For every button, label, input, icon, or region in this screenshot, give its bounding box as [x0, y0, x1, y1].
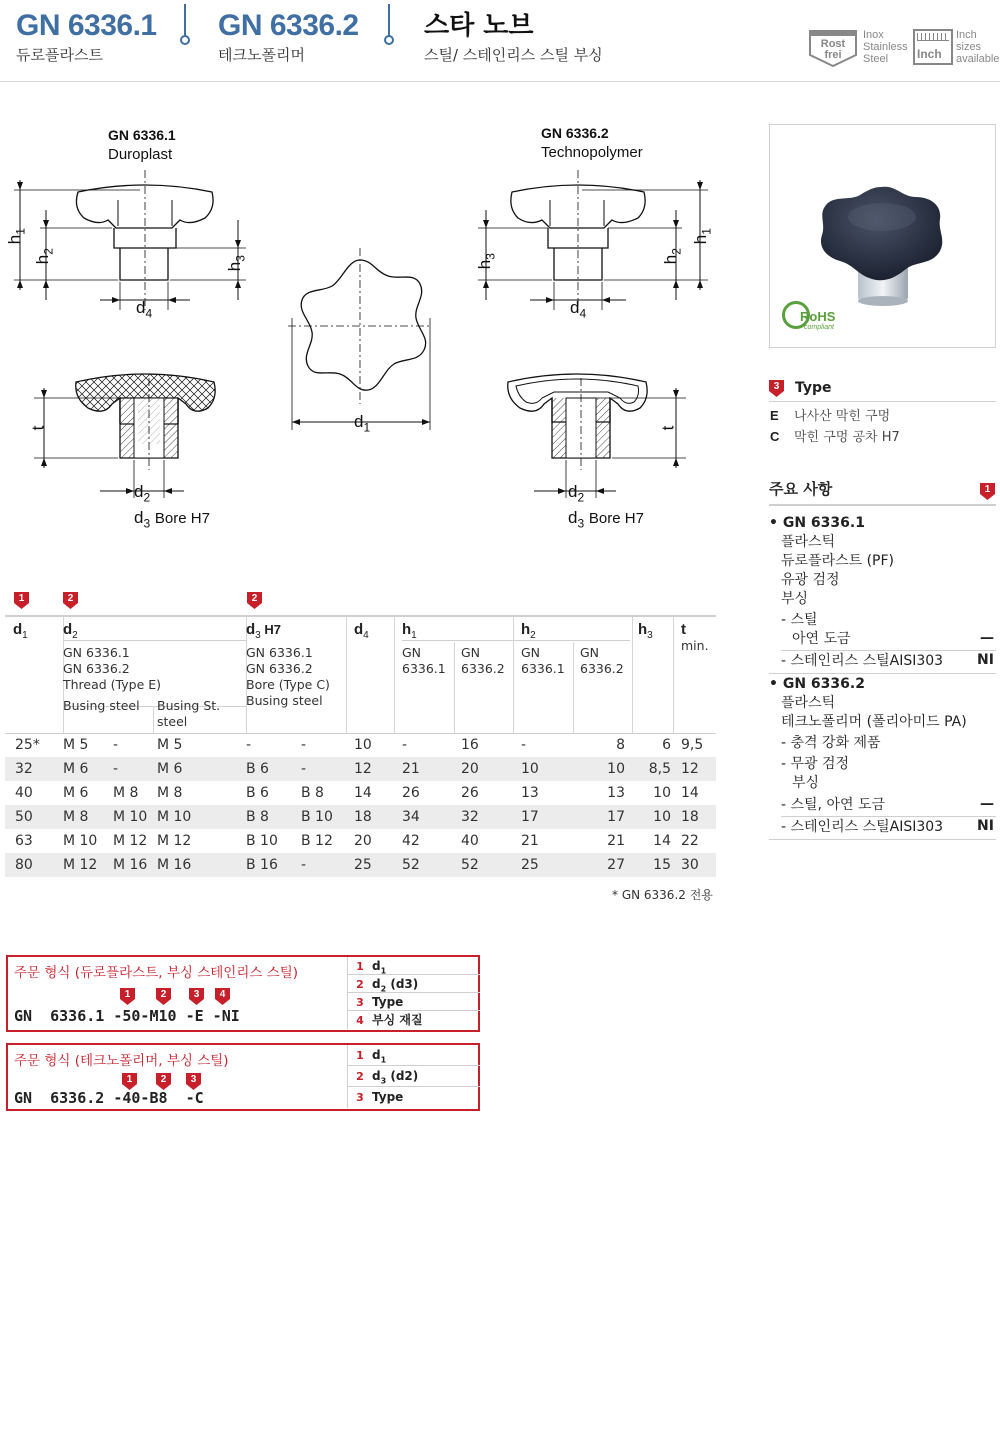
table-cell: 18 [354, 809, 372, 825]
table-cell: M 10 [63, 833, 98, 849]
table-cell: 17 [607, 809, 625, 825]
table-cell: 52 [402, 857, 420, 873]
product-code-1: GN 6336.1 [16, 9, 157, 42]
order2-legend-item: 2 $d_3$ (d2) [348, 1066, 480, 1087]
feature-line: - 스틸, 아연 도금 [781, 797, 885, 813]
col-t-min: min. [681, 638, 709, 653]
col-h1-gn1: GN 6336.1 [402, 645, 446, 676]
order1-marker-3: 3 [189, 988, 204, 1005]
table-cell: M 8 [157, 785, 183, 801]
dim-h2-left: $h_2$ [32, 248, 56, 265]
col-d2-busing-stst: Busing St. steel [157, 698, 221, 729]
inox-badge-text: Inox Stainless Steel [863, 29, 908, 65]
order2-marker-2: 2 [156, 1073, 171, 1090]
table-cell: - [521, 737, 527, 753]
col-d4-header: $d_4$ [354, 621, 369, 641]
feature-group-2-title: • GN 6336.2 [769, 676, 865, 692]
inch-sizes-text: Inch sizes available [956, 29, 1000, 65]
table-cell: B 10 [246, 833, 278, 849]
table-cell: B 6 [246, 785, 269, 801]
table-cell: 25 [354, 857, 372, 873]
dim-h3-right: $h_3$ [474, 253, 498, 270]
page-title: 스타 노브 [424, 11, 534, 41]
table-cell: 9,5 [681, 737, 704, 753]
order1-code: GN 6336.1 -50-M10 -E -NI [14, 1007, 240, 1025]
table-row [5, 733, 716, 757]
feature-line: 아연 도금 [792, 631, 851, 647]
drawing-left-label: GN 6336.1 Duroplast [108, 127, 176, 163]
header-connector-1 [180, 4, 190, 46]
table-cell: 63 [15, 833, 33, 849]
table-cell: - [301, 737, 307, 753]
feature-rule [781, 650, 996, 651]
table-cell: - [402, 737, 408, 753]
table-cell: B 8 [301, 785, 324, 801]
order2-legend-item: 3 Type [356, 1090, 404, 1104]
col-d3-sub: GN 6336.1 GN 6336.2 Bore (Type C) Busing steel [246, 645, 330, 708]
table-cell: - [113, 737, 119, 753]
product-code-2-block [218, 8, 359, 65]
table-cell: M 16 [113, 857, 148, 873]
feature-line: 듀로플라스트 (PF) [781, 553, 895, 569]
features-heading: 주요 사항 [769, 480, 833, 498]
table-cell: - [301, 761, 307, 777]
table-cell: 21 [521, 833, 539, 849]
dim-d4-right: $d_4$ [570, 298, 587, 321]
dim-d3-bore-left: $d_3$ Bore H7 [134, 508, 210, 531]
page-subtitle: 스틸/ 스테인리스 스틸 부싱 [424, 46, 603, 64]
feature-line: - 스테인리스 스틸AISI303 [781, 653, 944, 669]
col-h2-gn2: GN 6336.2 [580, 645, 624, 676]
col-h2-gn1: GN 6336.1 [521, 645, 565, 676]
order1-legend-item: 1 $d_1$ [348, 957, 480, 975]
page-header [0, 0, 1000, 82]
table-cell: - [113, 761, 119, 777]
dim-d2-left: $d_2$ [134, 482, 151, 505]
feature-rule [769, 673, 996, 674]
rust-free-line1: Rost [820, 38, 846, 50]
feature-line: - 스테인리스 스틸AISI303 [781, 819, 944, 835]
col-d2-header: $d_2$ [63, 621, 78, 641]
table-cell: 26 [402, 785, 420, 801]
table-cell: 80 [15, 857, 33, 873]
right-section-drawing [490, 358, 690, 508]
table-row [5, 757, 716, 781]
table-cell: M 10 [157, 809, 192, 825]
order-example-technopolymer [6, 1043, 480, 1111]
table-cell: 18 [681, 809, 699, 825]
order1-marker-4: 4 [215, 988, 230, 1005]
feature-line: - 무광 검정 [781, 756, 850, 772]
table-cell: 8 [616, 737, 625, 753]
table-cell: 25* [15, 737, 40, 753]
table-cell: 32 [15, 761, 33, 777]
left-section-drawing [30, 358, 230, 508]
col-h1-header: $h_1$ [402, 621, 417, 641]
feature-code: — [980, 796, 994, 812]
table-cell: 10 [354, 737, 372, 753]
table-cell: B 16 [246, 857, 278, 873]
order2-marker-1: 1 [122, 1073, 137, 1090]
table-cell: M 8 [113, 785, 139, 801]
product-material-1: 듀로플라스트 [16, 46, 103, 64]
col-d3-header: $d_3$ H7 [246, 621, 281, 641]
dim-h1-left: $h_1$ [4, 228, 28, 245]
order1-marker-1: 1 [120, 988, 135, 1005]
table-cell: 12 [354, 761, 372, 777]
dim-h1-right: $h_1$ [690, 228, 714, 245]
table-cell: 25 [521, 857, 539, 873]
rust-free-line2: frei [824, 49, 842, 61]
feature-line: - 스틸 [781, 612, 818, 628]
table-cell: - [301, 857, 307, 873]
order1-legend-item: 2 $d_2$ (d3) [348, 975, 480, 993]
feature-code: NI [977, 652, 994, 668]
table-cell: 10 [653, 785, 671, 801]
feature-line: 플라스틱 [781, 534, 836, 550]
order1-marker-2: 2 [156, 988, 171, 1005]
table-cell: 10 [607, 761, 625, 777]
feature-line: 유광 검정 [781, 572, 840, 588]
table-cell: 20 [461, 761, 479, 777]
col-h2-header: $h_2$ [521, 621, 536, 641]
table-cell: 27 [607, 857, 625, 873]
table-row [5, 781, 716, 805]
table-cell: M 6 [63, 785, 89, 801]
dim-d4-left: $d_4$ [136, 298, 153, 321]
rust-free-badge-icon [808, 27, 858, 67]
table-cell: 32 [461, 809, 479, 825]
type-item-c: C 막힌 구멍 공차 H7 [770, 429, 900, 445]
table-cell: 40 [15, 785, 33, 801]
marker-1-features: 1 [980, 483, 995, 500]
feature-line: 부싱 [792, 775, 820, 791]
table-cell: 13 [521, 785, 539, 801]
dim-h2-right: $h_2$ [660, 248, 684, 265]
product-material-2: 테크노폴리머 [218, 46, 305, 64]
order2-legend-item: 1 $d_1$ [348, 1045, 480, 1066]
table-row [5, 853, 716, 877]
table-cell: 40 [461, 833, 479, 849]
feature-code: NI [977, 818, 994, 834]
type-heading: Type [795, 380, 832, 396]
feature-line: - 충격 강화 제품 [781, 735, 881, 751]
table-cell: 6 [662, 737, 671, 753]
feature-line: 부싱 [781, 591, 809, 607]
order2-title: 주문 형식 (테크노폴리머, 부싱 스틸) [14, 1053, 229, 1069]
marker-1-d1: 1 [14, 592, 29, 609]
table-cell: M 5 [157, 737, 183, 753]
dim-d3-bore-right: $d_3$ Bore H7 [568, 508, 644, 531]
type-rule [769, 401, 996, 402]
dim-d1: $d_1$ [354, 412, 371, 435]
feature-line: 테크노폴리머 (폴리아미드 PA) [781, 714, 967, 730]
dim-d2-right: $d_2$ [568, 482, 585, 505]
order2-legend [347, 1045, 480, 1108]
type-item-e: E 나사산 막힌 구멍 [770, 408, 891, 424]
table-cell: 14 [354, 785, 372, 801]
col-t-header: t [681, 621, 686, 638]
table-cell: 30 [681, 857, 699, 873]
table-cell: B 6 [246, 761, 269, 777]
table-cell: M 6 [157, 761, 183, 777]
table-cell: 17 [521, 809, 539, 825]
marker-2-d3: 2 [247, 592, 262, 609]
order2-code: GN 6336.2 -40-B8 -C [14, 1089, 204, 1107]
feature-rule [769, 839, 996, 840]
col-h1-gn2: GN 6336.2 [461, 645, 505, 676]
table-cell: 21 [607, 833, 625, 849]
table-cell: 21 [402, 761, 420, 777]
order1-title: 주문 형식 (듀로플라스트, 부싱 스테인리스 스틸) [14, 965, 299, 981]
col-d2-busing-steel: Busing steel [63, 698, 140, 713]
table-cell: 15 [653, 857, 671, 873]
top-view-star-drawing [280, 248, 440, 438]
table-cell: B 10 [301, 809, 333, 825]
table-cell: M 12 [157, 833, 192, 849]
table-cell: 22 [681, 833, 699, 849]
rohs-compliant-icon: RoHS compliant [782, 301, 842, 335]
table-row [5, 805, 716, 829]
left-side-view-drawing [0, 170, 260, 320]
header-connector-2 [384, 4, 394, 46]
marker-3-type: 3 [769, 380, 784, 397]
table-cell: M 12 [113, 833, 148, 849]
table-cell: 14 [653, 833, 671, 849]
product-code-1-block [16, 8, 157, 65]
table-cell: 42 [402, 833, 420, 849]
product-photo [769, 124, 996, 348]
table-cell: M 6 [63, 761, 89, 777]
table-cell: 10 [521, 761, 539, 777]
table-cell: 8,5 [648, 761, 671, 777]
table-cell: 13 [607, 785, 625, 801]
order1-legend-item: 4 부싱 재질 [356, 1013, 423, 1027]
feature-group-1-title: • GN 6336.1 [769, 515, 865, 531]
col-h3-header: $h_3$ [638, 621, 653, 641]
table-cell: B 8 [246, 809, 269, 825]
table-cell: 50 [15, 809, 33, 825]
table-cell: B 12 [301, 833, 333, 849]
table-row [5, 829, 716, 853]
order1-legend-item: 3 Type [348, 993, 480, 1011]
table-cell: 20 [354, 833, 372, 849]
table-cell: 52 [461, 857, 479, 873]
table-cell: 26 [461, 785, 479, 801]
table-cell: 12 [681, 761, 699, 777]
table-cell: 34 [402, 809, 420, 825]
col-d1-header: $d_1$ [13, 621, 28, 641]
table-cell: - [246, 737, 252, 753]
product-title-block [424, 8, 603, 65]
order1-legend [347, 957, 480, 1029]
drawing-right-label: GN 6336.2 Technopolymer [541, 125, 643, 161]
feature-rule [781, 816, 996, 817]
order2-marker-3: 3 [186, 1073, 201, 1090]
table-cell: M 12 [63, 857, 98, 873]
table-cell: 14 [681, 785, 699, 801]
table-cell: 10 [653, 809, 671, 825]
product-code-2: GN 6336.2 [218, 9, 359, 42]
marker-2-d2: 2 [63, 592, 78, 609]
inch-badge-icon: Inch [913, 29, 953, 65]
table-footnote: * GN 6336.2 전용 [612, 888, 713, 902]
table-cell: M 8 [63, 809, 89, 825]
col-d2-sub: GN 6336.1 GN 6336.2 Thread (Type E) [63, 645, 162, 692]
table-cell: M 10 [113, 809, 148, 825]
right-side-view-drawing [470, 170, 720, 320]
order-example-duroplast [6, 955, 480, 1032]
table-cell: 16 [461, 737, 479, 753]
features-rule [769, 504, 996, 506]
feature-line: 플라스틱 [781, 695, 836, 711]
dim-h3-left: $h_3$ [224, 255, 248, 272]
table-cell: M 5 [63, 737, 89, 753]
dim-t-right: t [658, 425, 678, 431]
dim-t-left: t [28, 425, 48, 431]
table-cell: M 16 [157, 857, 192, 873]
feature-code: — [980, 630, 994, 646]
